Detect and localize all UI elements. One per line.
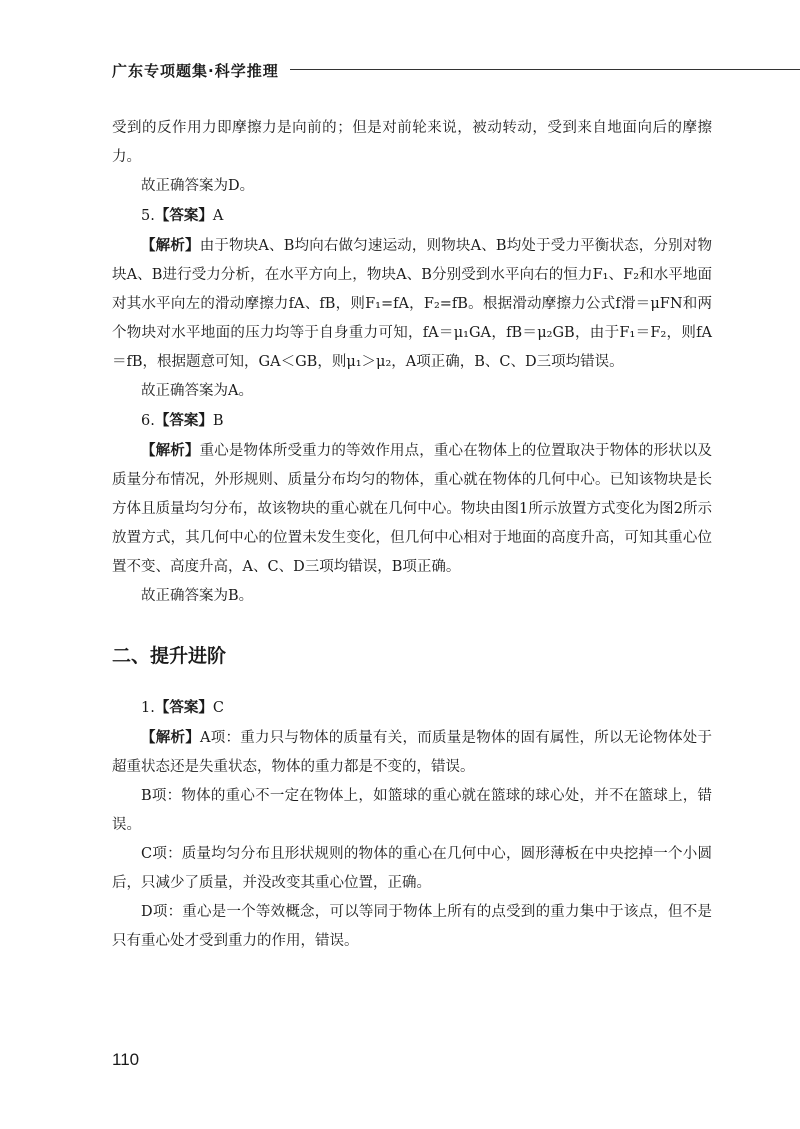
- analysis-option-c: C项：质量均匀分布且形状规则的物体的重心在几何中心，圆形薄板在中央挖掉一个小圆后，只减少了质量，并没改变其重心位置，正确。: [112, 846, 712, 891]
- answer-line: [112, 693, 712, 723]
- conclusion: 故正确答案为D。: [141, 178, 255, 194]
- analysis-text: 由于物块A、B均向右做匀速运动，则物块A、B均处于受力平衡状态，分别对物块A、B进行受力分析，在水平方向上，物块A、B分别受到水平向右的恒力F₁、F₂和水平地面对其水平向左的滑动摩擦力fA、fB，则F₁=fA，F₂=fB。根据滑动摩擦力公式f滑＝μFN和两个物块对水平地面的压力均等于自身重力可知，fA＝μ₁GA，fB＝μ₂GB，由于F₁＝F₂，则fA＝fB，根据题意可知，GA＜GB，则μ₁＞μ₂，A项正确，B、C、D三项均错误。: [112, 238, 712, 370]
- analysis-paragraph: [112, 723, 712, 782]
- analysis-label: 【解析】: [141, 237, 200, 254]
- running-header: [112, 54, 732, 84]
- answer-line: [112, 201, 712, 231]
- question-number: 6.: [141, 413, 155, 429]
- header-title: 广东专项题集·科学推理: [112, 62, 279, 80]
- header-rule: [290, 69, 800, 70]
- section-heading: 二、提升进阶: [112, 645, 227, 667]
- analysis-option-d: D项：重心是一个等效概念，可以等同于物体上所有的点受到的重力集中于该点，但不是只有重心处才受到重力的作用，错误。: [112, 904, 712, 949]
- analysis-text: 重心是物体所受重力的等效作用点，重心在物体上的位置取决于物体的形状以及质量分布情况，外形规则、质量分布均匀的物体，重心就在物体的几何中心。已知该物块是长方体且质量均匀分布，故该物块的重心就在几何中心。物块由图1所示放置方式变化为图2所示放置方式，其几何中心的位置未发生变化，但几何中心相对于地面的高度升高，可知其重心位置不变、高度升高，A、C、D三项均错误，B项正确。: [112, 443, 713, 575]
- answer-line: [112, 406, 712, 436]
- answer-value: A: [212, 208, 224, 224]
- question-number: 5.: [141, 208, 155, 224]
- answer-value: B: [212, 413, 224, 429]
- analysis-paragraph: [112, 436, 712, 582]
- answer-value: C: [212, 700, 224, 716]
- conclusion: 故正确答案为B。: [141, 588, 254, 604]
- answer-label: 【答案】: [154, 207, 213, 224]
- analysis-option-b: B项：物体的重心不一定在物体上，如篮球的重心就在篮球的球心处，并不在篮球上，错误。: [112, 788, 712, 833]
- analysis-text: A项：重力只与物体的质量有关，而质量是物体的固有属性，所以无论物体处于超重状态还是失重状态，物体的重力都是不变的，错误。: [112, 730, 713, 775]
- answer-label: 【答案】: [154, 412, 213, 429]
- page-number: 110: [112, 1050, 140, 1069]
- analysis-label: 【解析】: [141, 442, 200, 459]
- paragraph: 受到的反作用力即摩擦力是向前的；但是对前轮来说，被动转动，受到来自地面向后的摩擦力。: [112, 120, 712, 165]
- page-body: [112, 114, 712, 956]
- conclusion: 故正确答案为A。: [141, 383, 253, 399]
- question-number: 1.: [141, 700, 155, 716]
- analysis-paragraph: [112, 231, 712, 377]
- answer-label: 【答案】: [154, 699, 213, 716]
- analysis-label: 【解析】: [141, 729, 201, 746]
